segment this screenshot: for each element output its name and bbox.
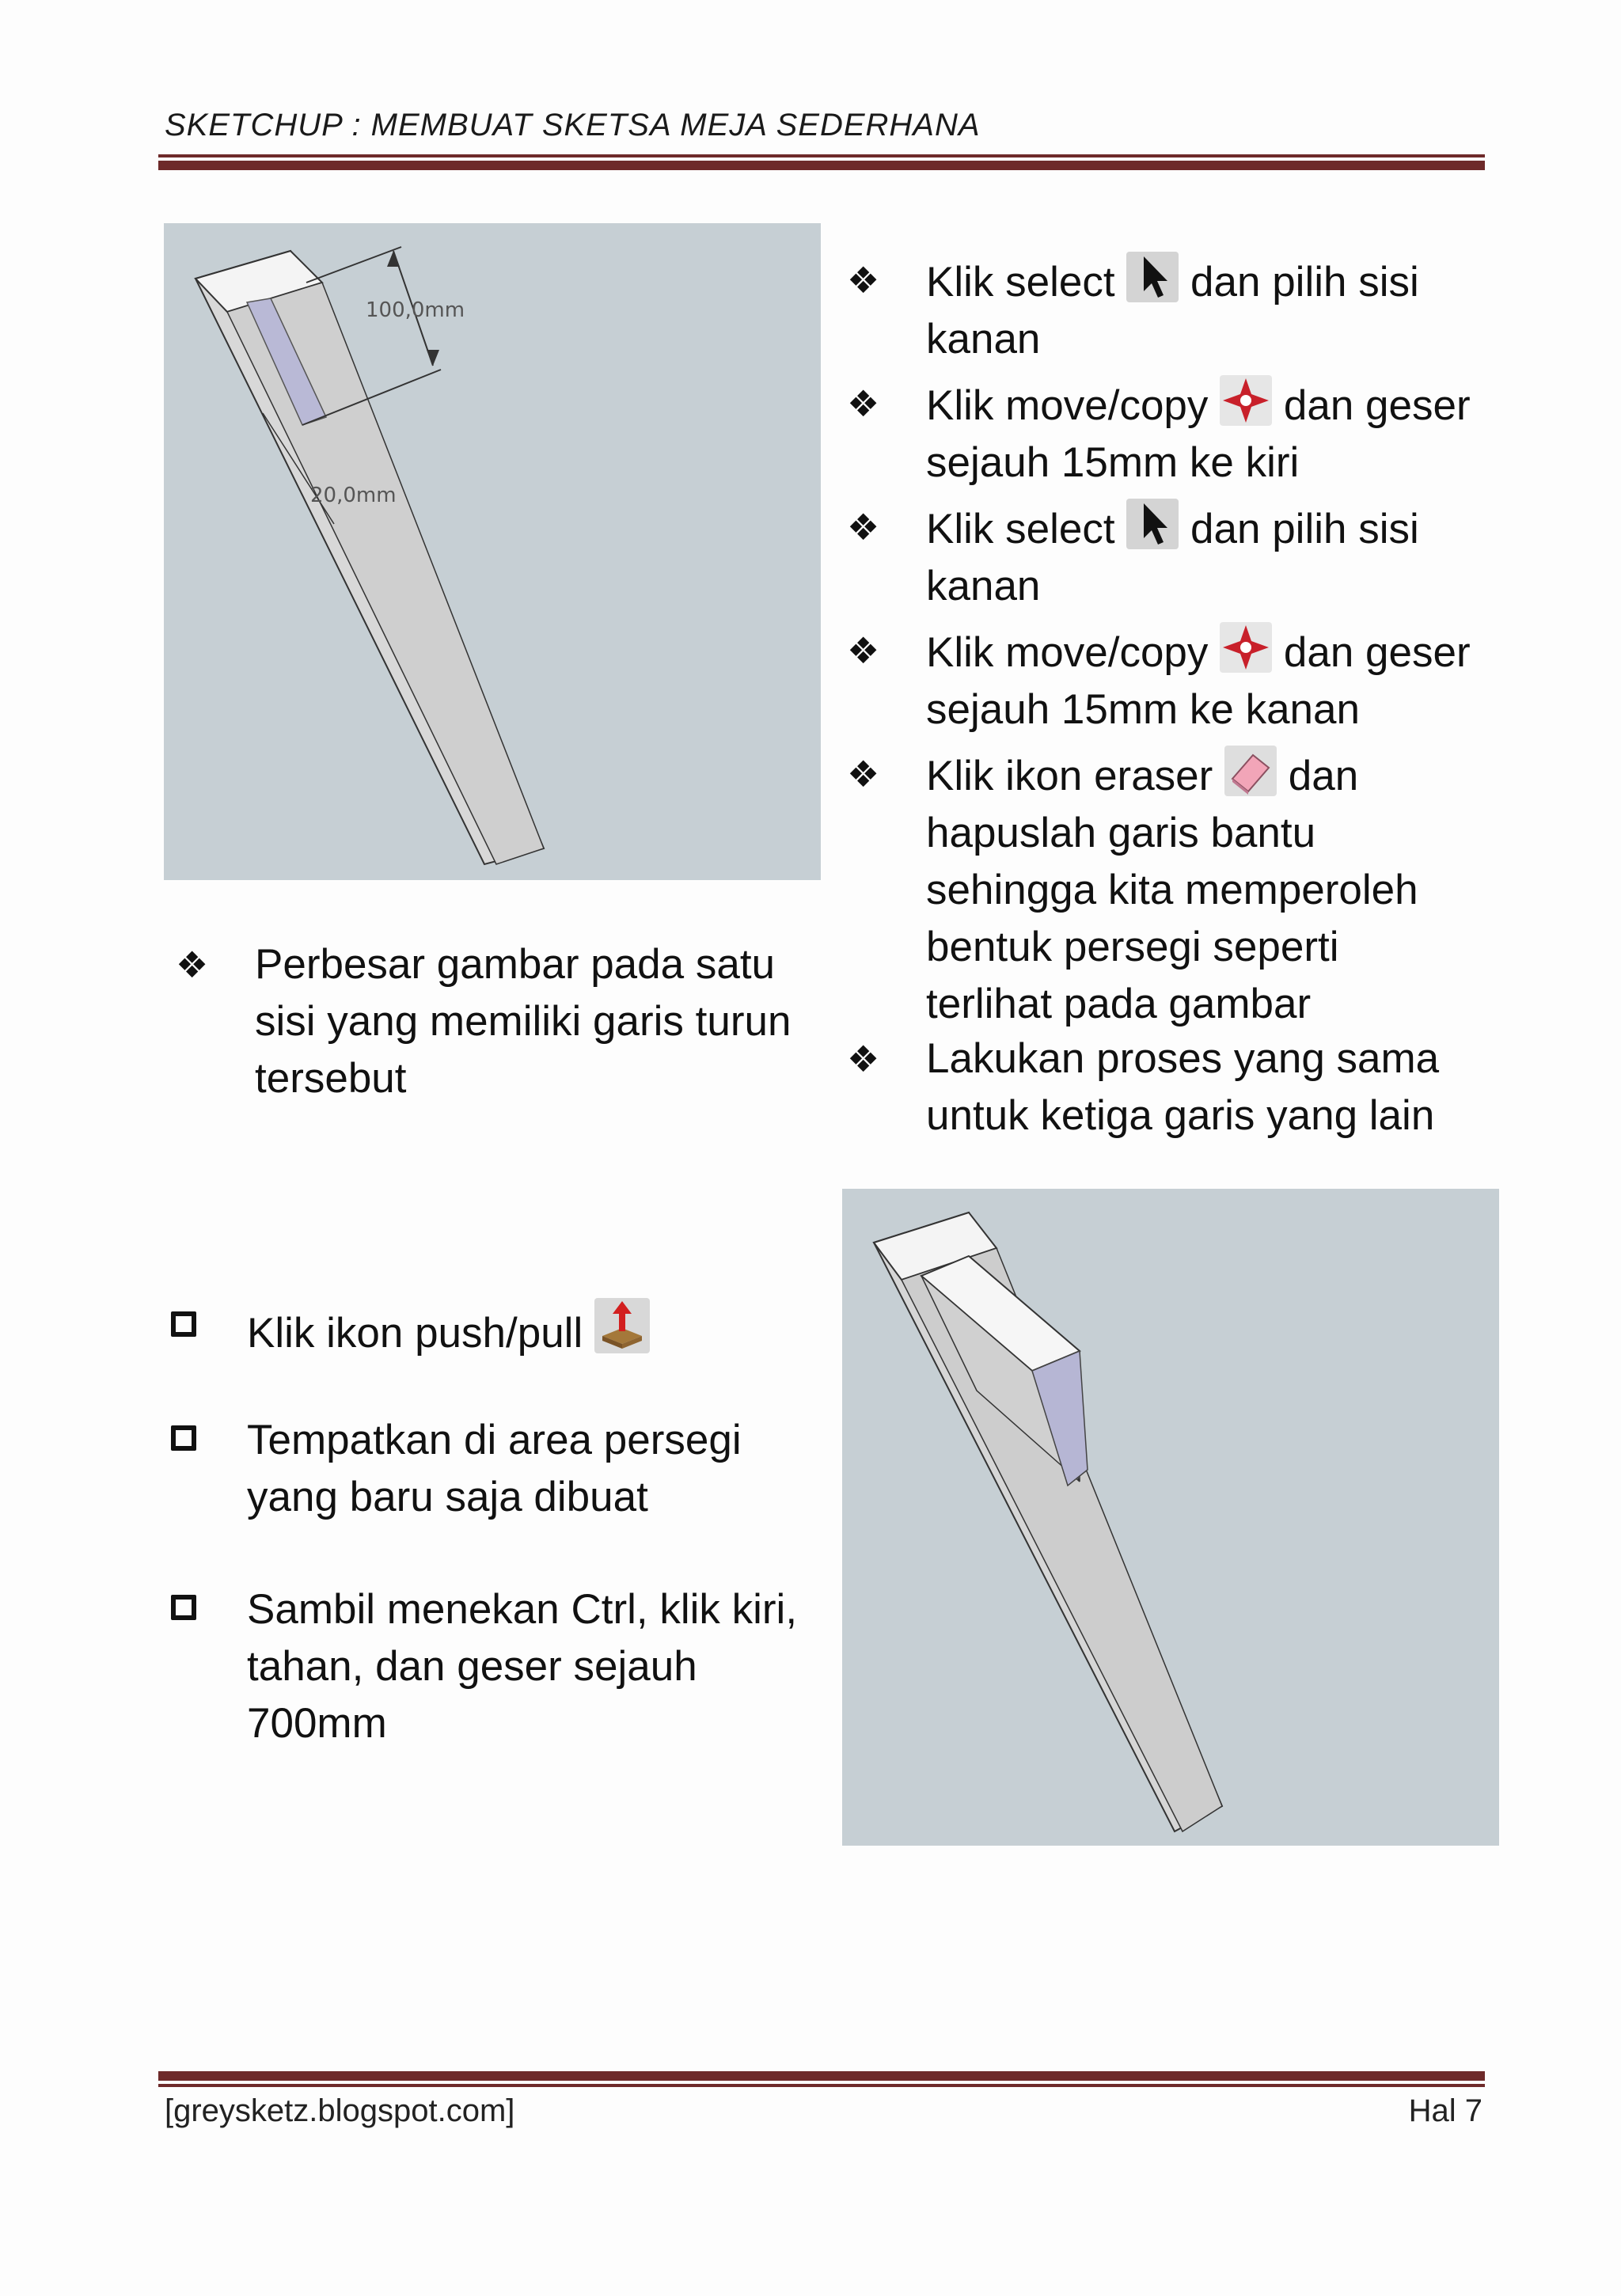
step-item: Tempatkan di area persegi yang baru saja dibuat bbox=[168, 1412, 817, 1531]
diamond-bullet-icon: ❖ bbox=[847, 1038, 880, 1080]
diamond-bullet-icon: ❖ bbox=[847, 753, 880, 795]
select-arrow-icon bbox=[1126, 499, 1179, 549]
list-item: ❖ Lakukan proses yang sama untuk ketiga garis yang lain bbox=[847, 1030, 1504, 1149]
bullet-line: Perbesar gambar pada satu bbox=[255, 941, 776, 988]
diamond-bullet-icon: ❖ bbox=[847, 507, 880, 548]
figure-leg-dimension bbox=[164, 223, 821, 880]
figure-leg-pushpull bbox=[842, 1189, 1499, 1846]
footer-rule-thick bbox=[158, 2071, 1485, 2081]
move-copy-icon bbox=[1220, 622, 1272, 673]
step-item: Sambil menekan Ctrl, klik kiri, tahan, dan geser sejauh 700mm bbox=[168, 1581, 817, 1755]
header-title: SKETCHUP : MEMBUAT SKETSA MEJA SEDERHANA bbox=[165, 108, 981, 142]
diamond-bullet-icon: ❖ bbox=[176, 944, 209, 985]
bullet-line: sisi yang memiliki garis turun bbox=[255, 998, 792, 1045]
move-copy-icon bbox=[1220, 375, 1272, 426]
eraser-icon bbox=[1224, 746, 1277, 796]
list-item: ❖ Klik move/copy dan geser sejauh 15mm ke kiri bbox=[847, 375, 1504, 494]
bullet-line: tersebut bbox=[255, 1055, 407, 1102]
left-bullet-item bbox=[176, 936, 809, 1110]
header-rule-thick bbox=[158, 161, 1485, 170]
dimension-label-side: 20,0mm bbox=[310, 484, 397, 507]
push-pull-icon bbox=[594, 1298, 650, 1353]
footer-rule-thin bbox=[158, 2084, 1485, 2087]
diamond-bullet-icon: ❖ bbox=[847, 630, 880, 671]
list-item: ❖ Klik ikon eraser dan hapuslah garis bantu sehingga kita memperoleh bentuk persegi seperti terlihat pada gambar bbox=[847, 746, 1504, 1030]
footer-source: [greysketz.blogspot.com] bbox=[165, 2093, 515, 2128]
select-arrow-icon bbox=[1126, 252, 1179, 302]
header-rule-thin bbox=[158, 154, 1485, 157]
footer-page-number: Hal 7 bbox=[1408, 2093, 1482, 2128]
dimension-label-top: 100,0mm bbox=[366, 298, 465, 322]
list-item: ❖ Klik select dan pilih sisi kanan bbox=[847, 252, 1504, 370]
list-item: ❖ Klik select dan pilih sisi kanan bbox=[847, 499, 1504, 617]
diamond-bullet-icon: ❖ bbox=[847, 260, 880, 301]
checkbox-bullet-icon bbox=[171, 1311, 196, 1337]
diamond-bullet-icon: ❖ bbox=[847, 383, 880, 424]
step-item: Klik ikon push/pull bbox=[168, 1298, 817, 1361]
right-steps-list bbox=[847, 252, 1504, 1146]
checkbox-bullet-icon bbox=[171, 1425, 196, 1451]
checkbox-bullet-icon bbox=[171, 1595, 196, 1620]
list-item: ❖ Klik move/copy dan geser sejauh 15mm ke kanan bbox=[847, 622, 1504, 741]
